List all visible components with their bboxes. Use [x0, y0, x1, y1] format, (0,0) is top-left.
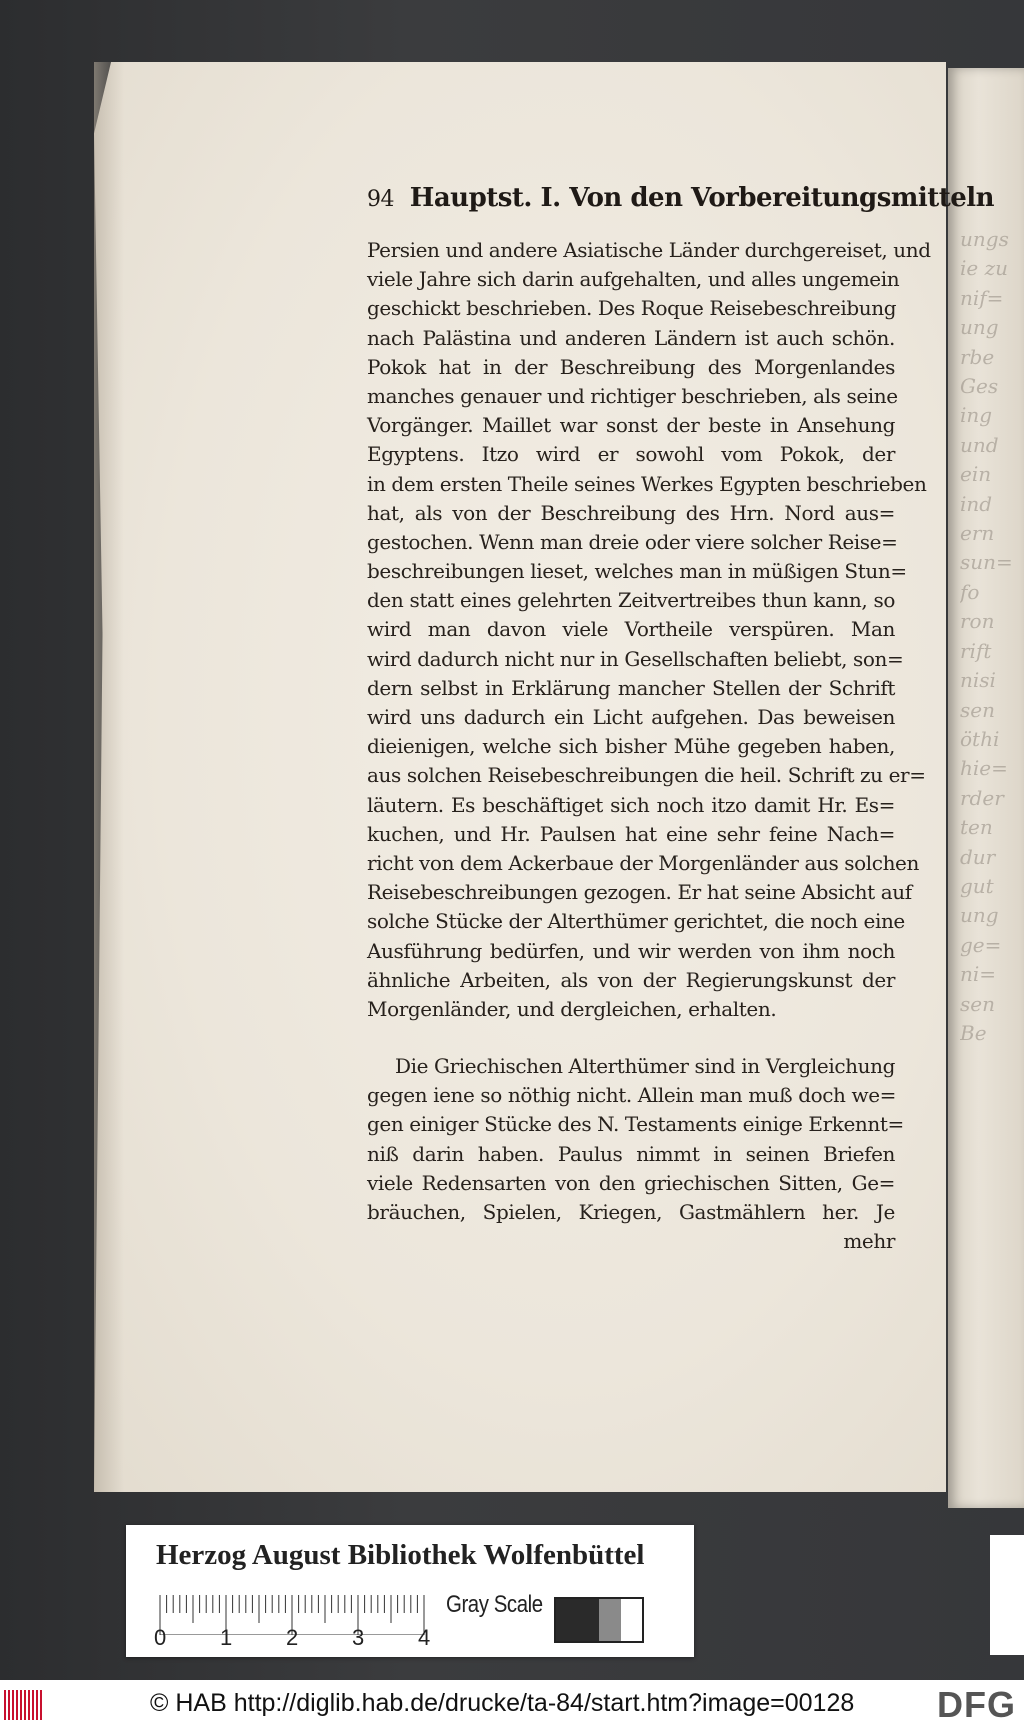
text-line: beschreibungen lieset, welches man in müßigen Stun=: [367, 559, 907, 584]
facing-page-fragment: ie zu: [960, 256, 1009, 281]
gray-swatch: [621, 1599, 643, 1641]
paragraph-gap: [367, 1024, 895, 1052]
text-line: viele Redensarten von den griechischen Sitten, Ge=: [367, 1170, 895, 1195]
footer-bar: [0, 1680, 1024, 1729]
running-header: [367, 183, 995, 219]
text-line: Pokok hat in der Beschreibung des Morgenlandes: [367, 354, 895, 379]
facing-page-fragment: fo: [960, 579, 980, 604]
facing-page-fragment: nif=: [960, 285, 1004, 310]
facing-page-fragment: ind: [960, 491, 993, 516]
text-line: Morgenländer, und dergleichen, erhalten.: [367, 996, 777, 1021]
text-line: Persien und andere Asiatische Länder durchgereiset, und: [367, 238, 931, 262]
text-line: kuchen, und Hr. Paulsen hat eine sehr feine Nach=: [367, 821, 895, 846]
text-line: geschickt beschrieben. Des Roque Reisebeschreibung: [367, 296, 897, 321]
text-line: niß darin haben. Paulus nimmt in seinen Briefen: [367, 1141, 895, 1166]
text-line: bräuchen, Spielen, Kriegen, Gastmählern her. Je: [367, 1200, 895, 1224]
ruler-number: 1: [220, 1625, 233, 1650]
dfg-logo: DFG: [937, 1684, 1016, 1725]
facing-page-fragment: ni=: [960, 962, 997, 987]
gray-swatch: [599, 1599, 621, 1641]
running-title: Hauptst. I. Von den Vorbereitungsmitteln: [409, 183, 995, 213]
paragraph-1: [367, 236, 931, 1024]
facing-page-fragment: ung: [960, 315, 999, 340]
facing-page-fragment: Be: [960, 1020, 987, 1045]
text-line: den statt eines gelehrten Zeitvertreibes thun kann, so: [367, 588, 895, 613]
gray-swatch: [578, 1599, 600, 1641]
text-line: wird man davon viele Vortheile verspüren. Man: [367, 617, 895, 642]
text-line: wird dadurch nicht nur in Gesellschaften beliebt, son=: [367, 646, 904, 671]
facing-page-fragment: rift: [960, 638, 992, 663]
facing-page-fragment: ron: [960, 609, 995, 634]
gray-swatch: [556, 1599, 578, 1641]
facing-page-fragment: dur: [960, 844, 996, 869]
text-line: Egyptens. Itzo wird er sowohl vom Pokok, der: [367, 442, 895, 467]
text-line: richt von dem Ackerbaue der Morgenländer aus solchen: [367, 850, 919, 875]
text-line: viele Jahre sich darin aufgehalten, und alles ungemein: [367, 267, 900, 292]
text-line: nach Palästina und anderen Ländern ist auch schön.: [367, 325, 895, 350]
ruler-number: 4: [418, 1625, 431, 1650]
text-line: Vorgänger. Maillet war sonst der beste in Ansehung: [367, 413, 895, 438]
text-line: manches genauer und richtiger beschrieben, als seine: [367, 383, 898, 408]
text-line: gegen iene so nöthig nicht. Allein man muß doch we=: [367, 1083, 896, 1108]
ruler-number: 2: [286, 1625, 299, 1650]
text-line: in dem ersten Theile seines Werkes Egypten beschrieben: [367, 471, 927, 496]
text-line: Reisebeschreibungen gezogen. Er hat seine Absicht auf: [367, 880, 912, 905]
facing-page-fragment: ein: [960, 462, 992, 487]
second-calibration-card: [990, 1535, 1024, 1655]
facing-page-fragment: ungs: [960, 227, 1009, 251]
facing-page-fragment: sun=: [960, 550, 1013, 575]
gray-scale-swatches: [554, 1597, 644, 1643]
footer-credit-link[interactable]: © HAB http://diglib.hab.de/drucke/ta-84/start.htm?image=00128: [150, 1689, 855, 1717]
page-number: 94: [367, 187, 394, 212]
facing-page-fragment: rbe: [960, 344, 995, 369]
gray-scale-label: Gray Scale: [446, 1591, 543, 1618]
hab-logo-icon: [4, 1690, 44, 1720]
facing-page-fragment: sen: [960, 697, 995, 722]
library-name: Herzog August Bibliothek Wolfenbüttel: [156, 1539, 645, 1571]
body-text: [367, 236, 931, 1256]
text-line: dieienigen, welche sich bisher Mühe gegeben haben,: [367, 734, 895, 759]
text-line: gen einiger Stücke des N. Testaments einige Erkennt=: [367, 1112, 904, 1137]
ruler-number: 3: [352, 1625, 365, 1650]
text-line: läutern. Es beschäftiget sich noch itzo damit Hr. Es=: [367, 792, 895, 817]
color-calibration-card: [126, 1525, 694, 1657]
text-line: aus solchen Reisebeschreibungen die heil. Schrift zu er=: [367, 763, 926, 788]
text-line: hat, als von der Beschreibung des Hrn. Nord aus=: [367, 500, 895, 525]
facing-page-fragment: ern: [960, 521, 995, 546]
text-line: Die Griechischen Alterthümer sind in Vergleichung: [395, 1054, 895, 1079]
text-line: dern selbst in Erklärung mancher Stellen der Schrift: [367, 675, 895, 700]
facing-page-fragment: und: [960, 432, 999, 457]
facing-page-fragment: ing: [960, 403, 993, 428]
facing-page-fragment: öthi: [960, 726, 1000, 751]
facing-page-fragment: ten: [960, 815, 993, 840]
facing-page-fragment: Ges: [960, 374, 999, 399]
text-line: gestochen. Wenn man dreie oder viere solcher Reise=: [367, 529, 898, 554]
paragraph-2: [367, 1052, 904, 1227]
text-line: wird uns dadurch ein Licht aufgehen. Das beweisen: [367, 705, 895, 729]
page-edge-shadow: [94, 62, 124, 1492]
catchword: mehr: [843, 1229, 895, 1254]
facing-page-fragment: ung: [960, 903, 999, 928]
facing-page-text-fragments: [960, 225, 1024, 1265]
text-line: solche Stücke der Alterthümer gerichtet, die noch eine: [367, 909, 905, 934]
facing-page-fragment: rder: [960, 785, 1004, 810]
facing-page-fragment: hie=: [960, 756, 1008, 781]
facing-page-fragment: sen: [960, 991, 995, 1016]
facing-page-fragment: gut: [960, 873, 994, 898]
facing-page-fragment: ge=: [960, 932, 1002, 957]
text-line: ähnliche Arbeiten, als von der Regierungskunst der: [367, 967, 895, 992]
ruler-number: 0: [154, 1625, 167, 1650]
facing-page-fragment: nisi: [960, 668, 996, 693]
text-line: Ausführung bedürfen, und wir werden von ihm noch: [367, 938, 895, 963]
